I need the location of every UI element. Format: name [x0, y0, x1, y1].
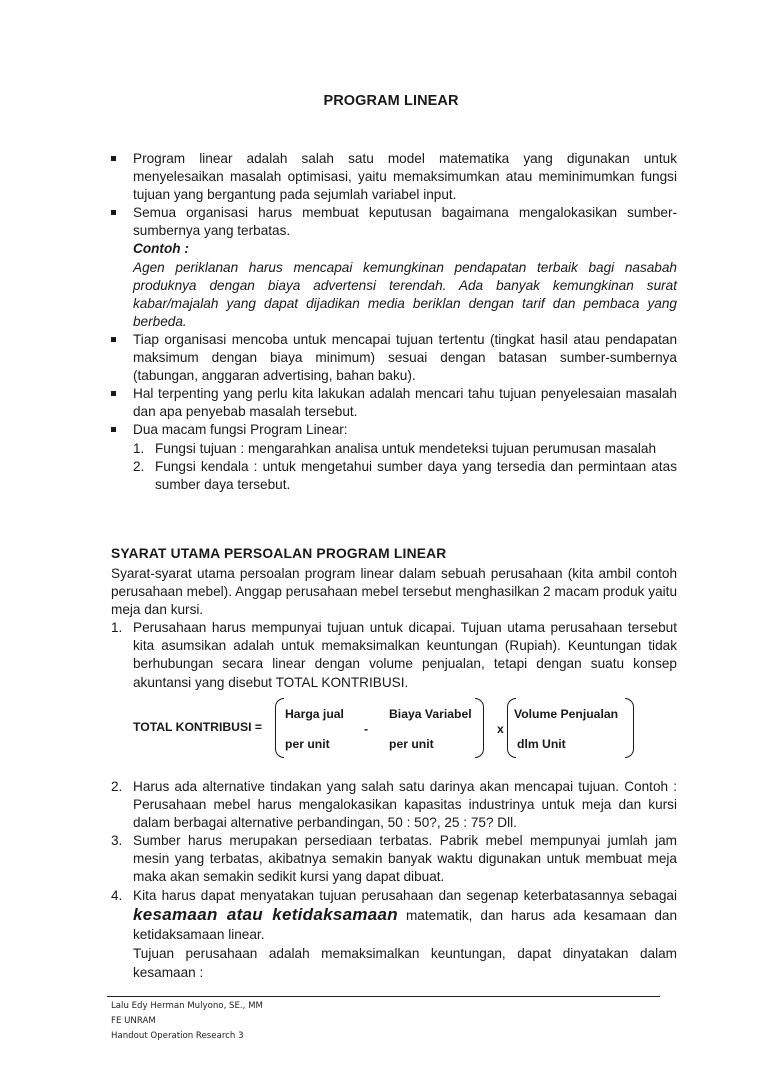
- bullet-item: [111, 150, 677, 204]
- requirement-item: [111, 886, 677, 982]
- bullet-text: Semua organisasi harus membuat keputusan bagaimana mengalokasikan sumber-sumbernya yang terbatas.: [133, 205, 677, 239]
- minus-sign: -: [364, 722, 369, 736]
- section-heading: SYARAT UTAMA PERSOALAN PROGRAM LINEAR: [111, 546, 447, 561]
- example-label: Contoh :: [133, 241, 189, 257]
- square-bullet-icon: [111, 156, 116, 161]
- bullet-item: [111, 385, 677, 421]
- item-number: 2.: [111, 778, 123, 794]
- section-body: [111, 565, 677, 982]
- bullet-text: Dua macam fungsi Program Linear:: [133, 422, 348, 438]
- footer-author: Lalu Edy Herman Mulyono, SE., MM: [111, 1001, 263, 1011]
- sub-list-item: [133, 440, 677, 458]
- harga-jual-top: Harga jual: [285, 707, 344, 721]
- requirement-item: [111, 619, 677, 691]
- sub-list-item: [133, 458, 677, 494]
- requirement-text: Perusahaan harus mempunyai tujuan untuk dicapai. Tujuan utama perusahaan tersebut kita asumsikan adalah untuk memaksimalkan keuntungan (Rupiah). Keuntungan tidak berhubungan secara linear dengan volume penjualan, tetapi dengan suatu konsep akuntansi yang disebut TOTAL KONTRIBUSI.: [133, 620, 677, 690]
- bullet-list: [111, 150, 677, 494]
- formula-label: TOTAL KONTRIBUSI =: [133, 720, 262, 734]
- right-paren-icon: [475, 698, 484, 758]
- item-number: 4.: [111, 888, 123, 904]
- total-contribution-formula: [133, 698, 633, 760]
- square-bullet-icon: [111, 391, 116, 396]
- page-title: PROGRAM LINEAR: [323, 93, 459, 109]
- sub-item-text: Fungsi kendala : untuk mengetahui sumber daya yang tersedia dan permintaan atas sumber daya tersebut.: [155, 458, 677, 492]
- item-number: 1.: [133, 440, 145, 456]
- requirement-text: matematik, dan harus ada kesamaan dan ketidaksamaan linear.: [133, 908, 678, 943]
- example-text: Agen periklanan harus mencapai kemungkinan pendapatan terbaik bagi nasabah produknya dengan biaya advertensi terendah. Ada banyak kemungkinan surat kabar/majalah yang dapat dijadikan media beriklan dengan tarif dan pembaca yang berbeda.: [133, 259, 677, 329]
- square-bullet-icon: [111, 210, 116, 215]
- footer-divider: [107, 996, 660, 997]
- requirement-item: [111, 778, 677, 832]
- bullet-text: Hal terpenting yang perlu kita lakukan adalah mencari tahu tujuan penyelesaian masalah dan apa penyebab masalah tersebut.: [133, 386, 677, 420]
- footer-handout: Handout Operation Research 3: [111, 1031, 244, 1041]
- item-number: 2.: [133, 458, 145, 474]
- bullet-item: [111, 331, 677, 385]
- page-footer: [111, 999, 263, 1044]
- item-number: 1.: [111, 620, 123, 636]
- bullet-text: Program linear adalah salah satu model matematika yang digunakan untuk menyelesaikan masalah optimisasi, yaitu memaksimumkan atau meminimumkan fungsi tujuan yang bergantung pada sejumlah variabel input.: [133, 151, 677, 203]
- bullet-item: [111, 204, 677, 331]
- times-sign: x: [497, 722, 504, 736]
- volume-top: Volume Penjualan: [514, 707, 619, 721]
- requirement-text: Kita harus dapat menyatakan tujuan perusahaan dan segenap keterbatasannya sebagai: [133, 888, 677, 904]
- left-paren-icon: [275, 698, 284, 758]
- harga-jual-bottom: per unit: [285, 737, 330, 751]
- right-paren-icon: [625, 698, 634, 758]
- square-bullet-icon: [111, 427, 116, 432]
- bullet-item: [111, 421, 677, 493]
- item-number: 3.: [111, 832, 123, 848]
- emphasis-text: kesamaan atau ketidaksamaan: [133, 905, 398, 925]
- volume-bottom: dlm Unit: [517, 737, 566, 751]
- requirement-item: [111, 832, 677, 886]
- biaya-variabel-top: Biaya Variabel: [389, 707, 472, 721]
- footer-institution: FE UNRAM: [111, 1016, 156, 1026]
- section-intro: Syarat-syarat utama persoalan program linear dalam sebuah perusahaan (kita ambil contoh perusahaan mebel). Anggap perusahaan mebel tersebut menghasilkan 2 macam produk yaitu meja dan kursi.: [111, 566, 677, 618]
- square-bullet-icon: [111, 337, 116, 342]
- biaya-variabel-bottom: per unit: [389, 737, 434, 751]
- sub-item-text: Fungsi tujuan : mengarahkan analisa untuk mendeteksi tujuan perumusan masalah: [155, 440, 657, 456]
- requirement-extra-text: Tujuan perusahaan adalah memaksimalkan keuntungan, dapat dinyatakan dalam kesamaan :: [133, 946, 677, 981]
- requirement-text: Harus ada alternative tindakan yang salah satu darinya akan mencapai tujuan. Contoh : Perusahaan mebel harus mengalokasikan kapasitas industrinya untuk meja dan kursi dalam berbagai alternative perbandingan, 50 : 50?, 25 : 75? Dll.: [133, 778, 677, 830]
- requirement-text: Sumber harus merupakan persediaan terbatas. Pabrik mebel mempunyai jumlah jam mesin yang terbatas, akibatnya semakin banyak waktu digunakan untuk membuat meja maka akan semakin sedikit kursi yang dapat dibuat.: [133, 832, 677, 885]
- bullet-text: Tiap organisasi mencoba untuk mencapai tujuan tertentu (tingkat hasil atau pendapatan maksimum dengan biaya minimum) sesuai dengan batasan sumber-sumbernya (tabungan, anggaran advertising, bahan baku).: [133, 331, 677, 384]
